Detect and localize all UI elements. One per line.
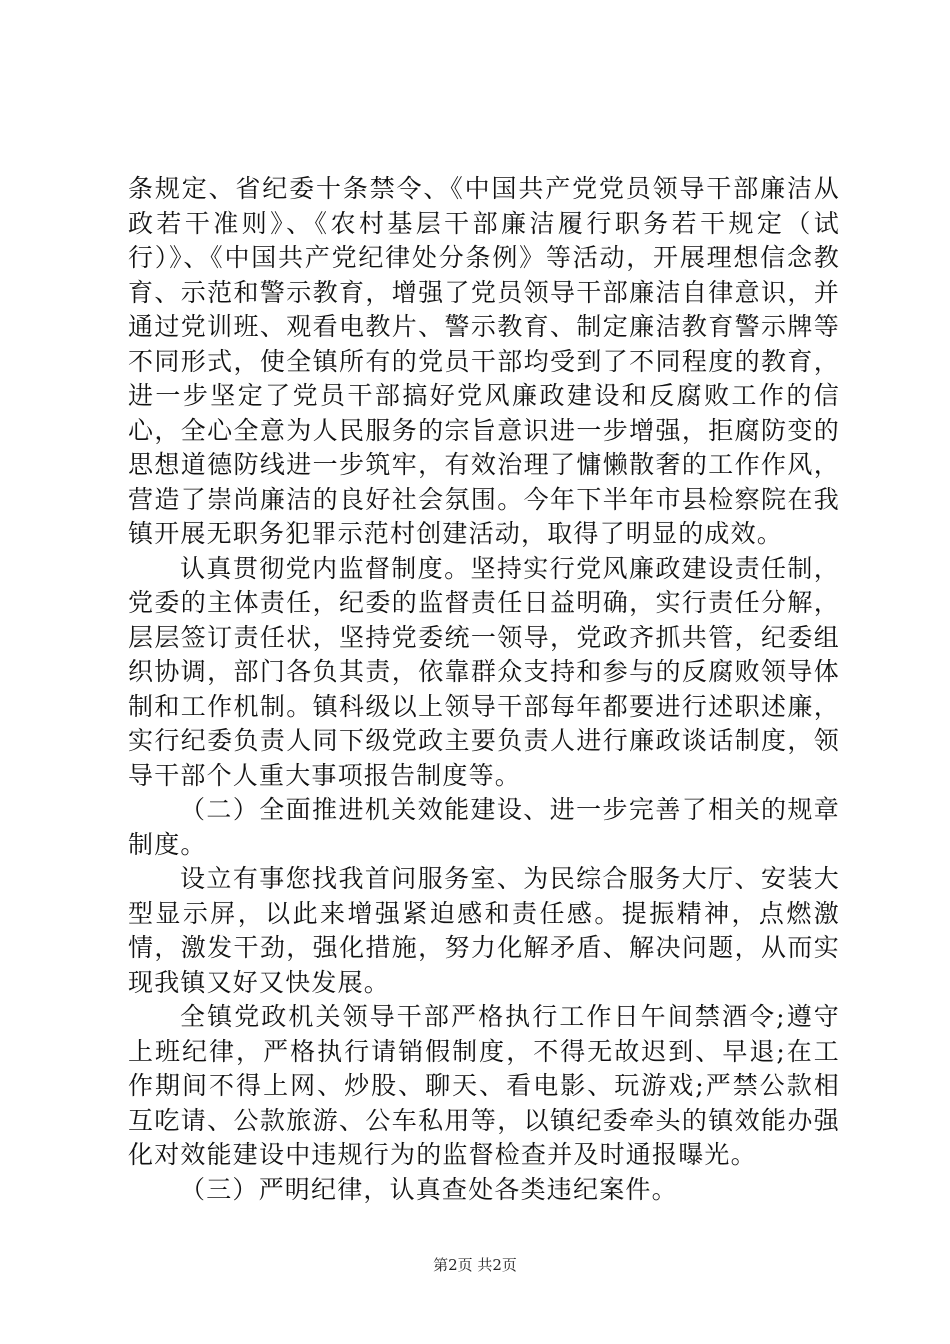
page-number-footer: 第2页 共2页 — [433, 1256, 517, 1274]
paragraph-continuation: 条规定、省纪委十条禁令、《中国共产党党员领导干部廉洁从政若干准则》、《农村基层干部廉洁履行职务若干规定（试行）》、《中国共产党纪律处分条例》等活动，开展理想信念教育、示范和警示教育，增强了党员领导干部廉洁自律意识，并通过党训班、观看电教片、警示教育、制定廉洁教育警示牌等不同形式，使全镇所有的党员干部均受到了不同程度的教育，进一步坚定了党员干部搞好党风廉政建设和反腐败工作的信心，全心全意为人民服务的宗旨意识进一步增强，拒腐防变的思想道德防线进一步筑牢，有效治理了慵懒散奢的工作作风，营造了崇尚廉洁的良好社会氛围。今年下半年市县检察院在我镇开展无职务犯罪示范村创建活动，取得了明显的成效。 — [128, 174, 840, 548]
document-body — [128, 172, 840, 1207]
paragraph-supervision: 认真贯彻党内监督制度。坚持实行党风廉政建设责任制，党委的主体责任，纪委的监督责任日益明确，实行责任分解，层层签订责任状，坚持党委统一领导，党政齐抓共管，纪委组织协调，部门各负其责，依靠群众支持和参与的反腐败领导体制和工作机制。镇科级以上领导干部每年都要进行述职述廉，实行纪委负责人同下级党政主要负责人进行廉政谈话制度，领导干部个人重大事项报告制度等。 — [128, 553, 840, 790]
paragraph-discipline-rules: 全镇党政机关领导干部严格执行工作日午间禁酒令;遵守上班纪律，严格执行请销假制度，不得无故迟到、早退;在工作期间不得上网、炒股、聊天、看电影、玩游戏;严禁公款相互吃请、公款旅游、公车私用等，以镇纪委牵头的镇效能办强化对效能建设中违规行为的监督检查并及时通报曝光。 — [128, 1002, 840, 1169]
section-heading-3: （三）严明纪律，认真查处各类违纪案件。 — [180, 1174, 678, 1204]
paragraph-service-hall: 设立有事您找我首问服务室、为民综合服务大厅、安装大型显示屏，以此来增强紧迫感和责任感。提振精神，点燃激情，激发干劲，强化措施，努力化解矛盾、解决问题，从而实现我镇又好又快发展。 — [128, 864, 840, 997]
section-heading-2: （二）全面推进机关效能建设、进一步完善了相关的规章制度。 — [128, 795, 840, 859]
